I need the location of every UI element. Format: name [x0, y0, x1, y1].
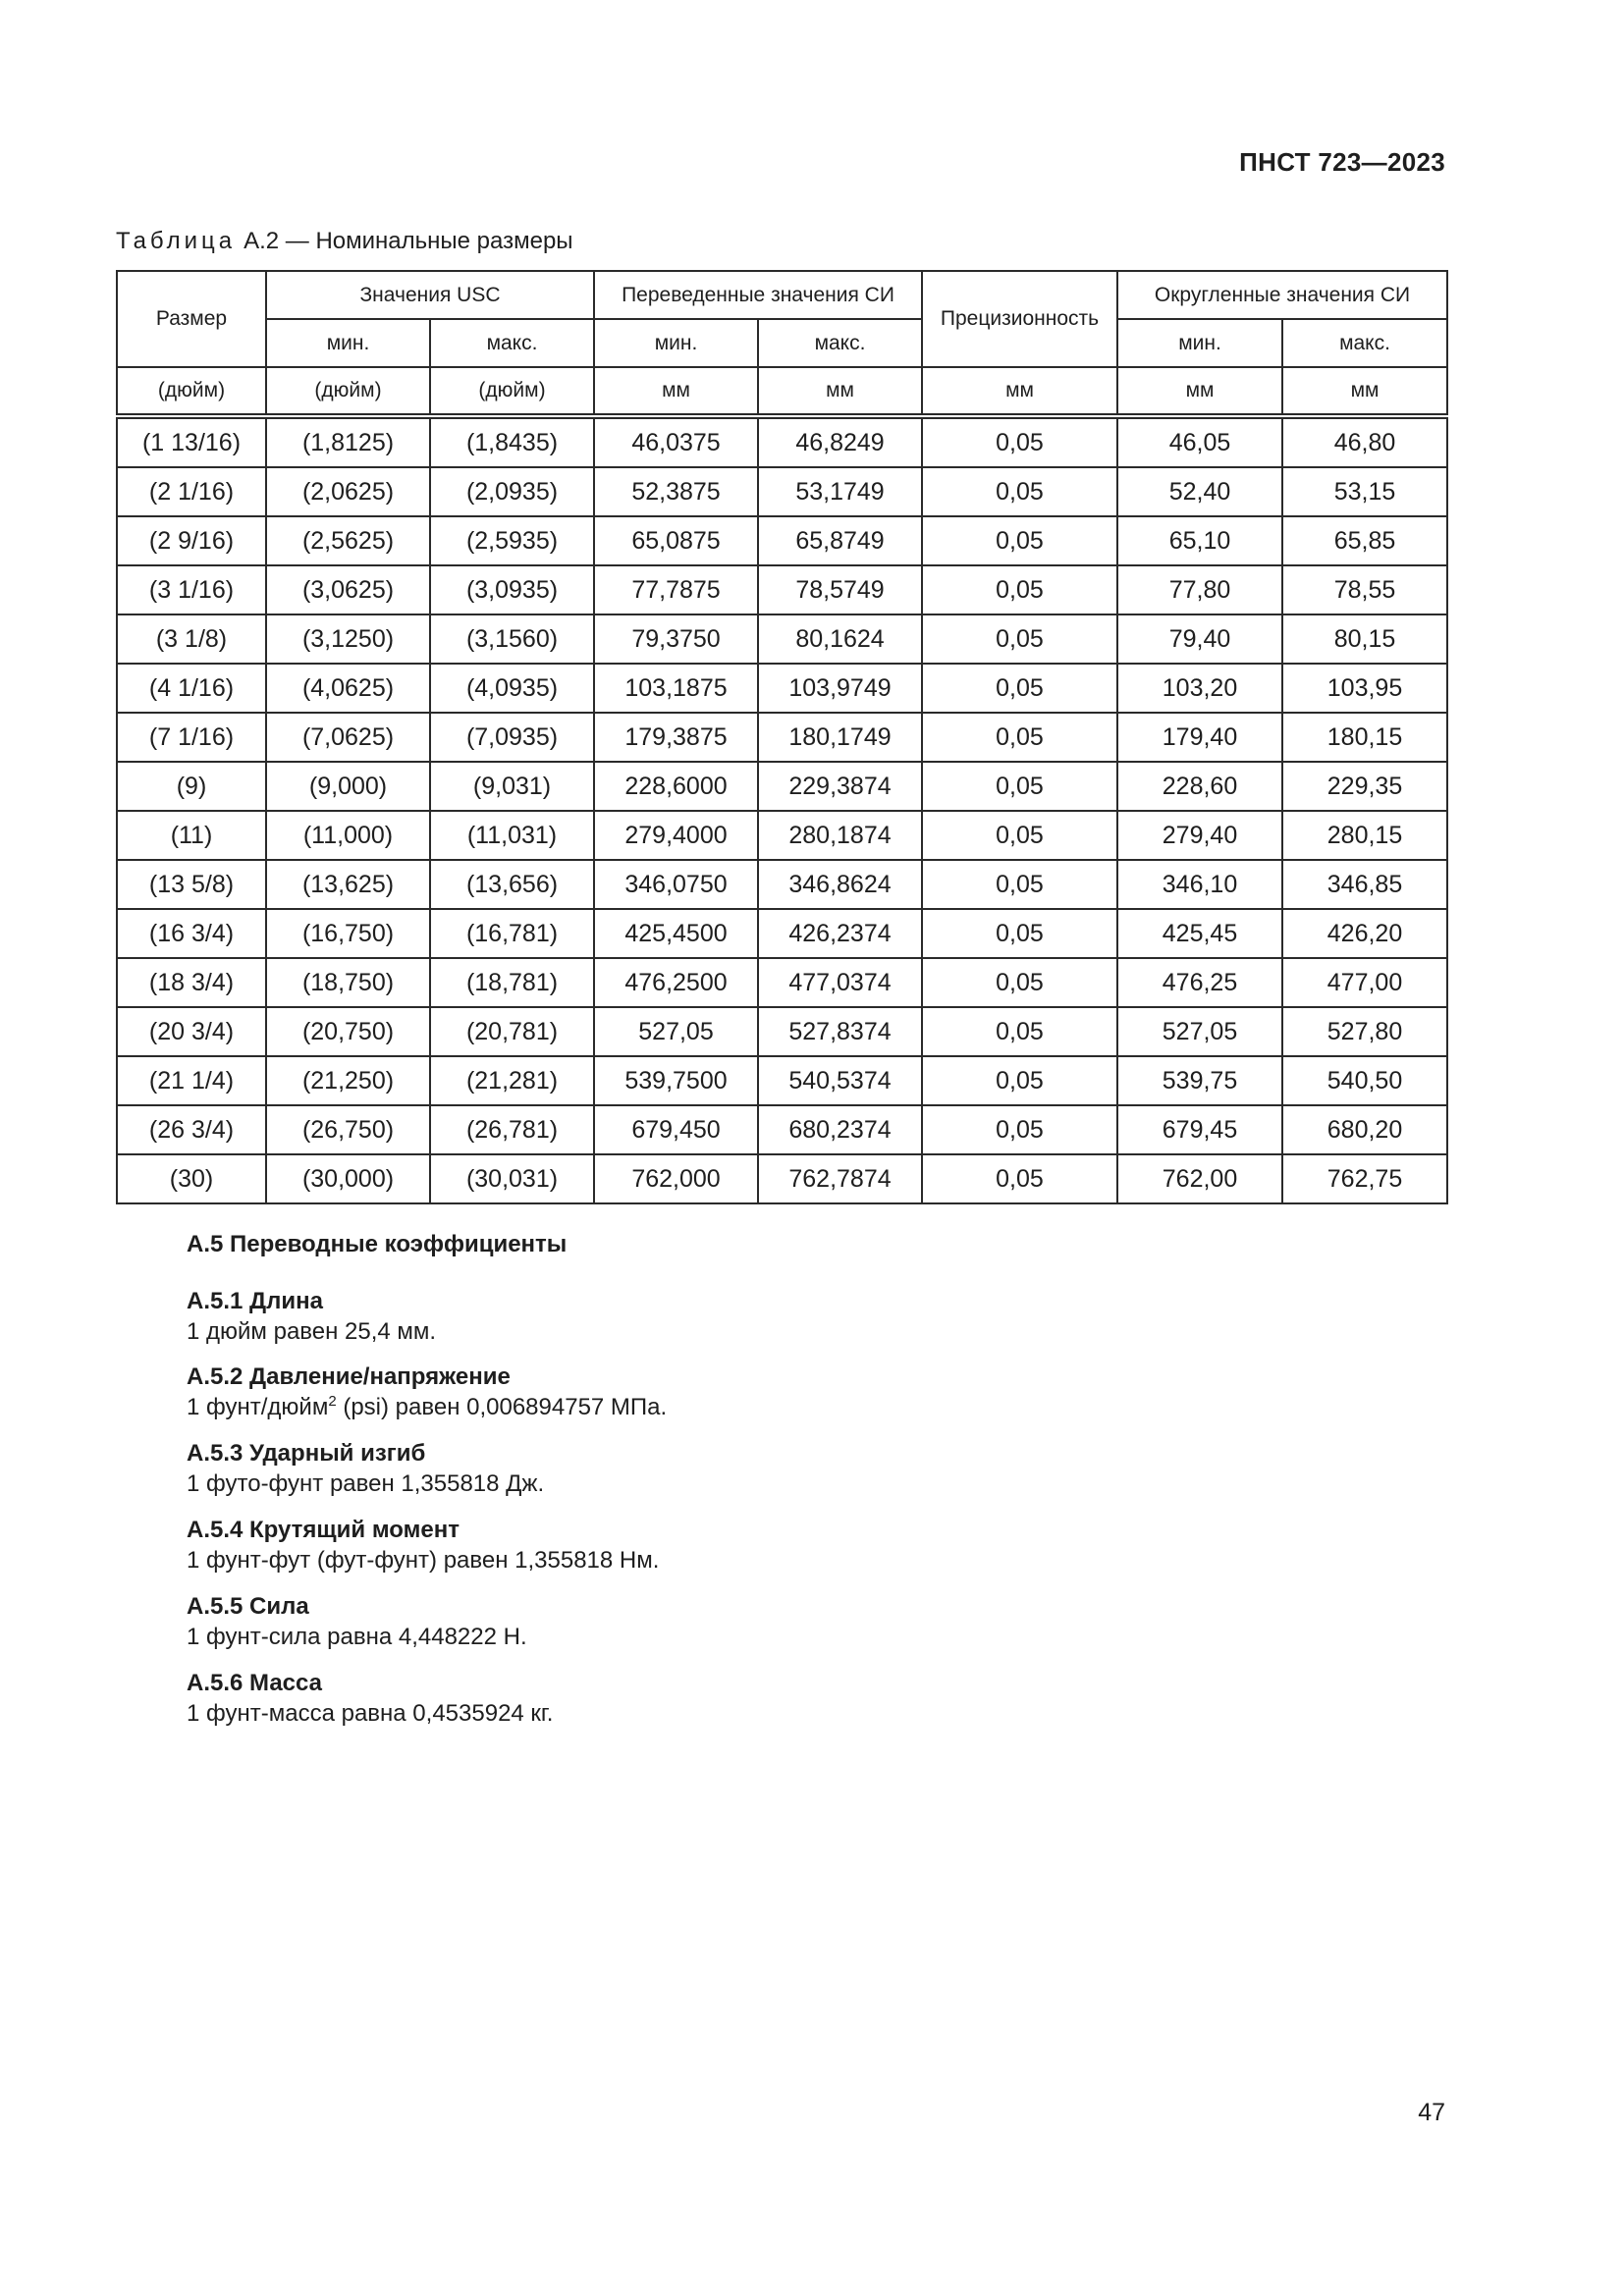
unit-cell: мм [1117, 367, 1282, 416]
table-cell: (7,0935) [430, 713, 594, 762]
table-cell: 0,05 [922, 762, 1117, 811]
units-row [117, 367, 1447, 416]
table-cell: 527,8374 [758, 1007, 922, 1056]
conversion-factors-section [187, 1229, 567, 1259]
table-cell: 46,0375 [594, 416, 758, 467]
item-heading: А.5.3 Ударный изгиб [187, 1440, 426, 1467]
table-cell: (2,5625) [266, 516, 430, 565]
table-cell: 680,2374 [758, 1105, 922, 1154]
table-cell: (4 1/16) [117, 664, 266, 713]
table-cell: 65,10 [1117, 516, 1282, 565]
table-cell: 78,5749 [758, 565, 922, 614]
table-cell: 762,75 [1282, 1154, 1447, 1203]
table-cell: (3,0935) [430, 565, 594, 614]
table-cell: (2 9/16) [117, 516, 266, 565]
table-row [117, 1154, 1447, 1203]
table-cell: 80,15 [1282, 614, 1447, 664]
table-cell: 0,05 [922, 565, 1117, 614]
item-text-after: (psi) равен 0,006894757 МПа. [336, 1394, 668, 1420]
table-cell: 229,35 [1282, 762, 1447, 811]
section-title: А.5 Переводные коэффициенты [187, 1231, 568, 1257]
table-cell: (16,750) [266, 909, 430, 958]
table-cell: (3 1/16) [117, 565, 266, 614]
item-heading: А.5.5 Сила [187, 1593, 309, 1620]
unit-cell: (дюйм) [430, 367, 594, 416]
table-cell: 280,15 [1282, 811, 1447, 860]
table-cell: 477,00 [1282, 958, 1447, 1007]
unit-cell: мм [1282, 367, 1447, 416]
table-cell: 425,45 [1117, 909, 1282, 958]
table-row [117, 614, 1447, 664]
item-text: 1 дюйм равен 25,4 мм. [187, 1318, 437, 1345]
table-cell: (16,781) [430, 909, 594, 958]
item-heading: А.5.2 Давление/напряжение [187, 1363, 511, 1390]
table-cell: 425,4500 [594, 909, 758, 958]
table-cell: 540,5374 [758, 1056, 922, 1105]
table-cell: 0,05 [922, 664, 1117, 713]
nominal-sizes-table [116, 270, 1448, 1204]
table-cell: 46,80 [1282, 416, 1447, 467]
table-cell: (13,656) [430, 860, 594, 909]
table-cell: (20,781) [430, 1007, 594, 1056]
table-cell: 79,3750 [594, 614, 758, 664]
table-row [117, 565, 1447, 614]
table-cell: 0,05 [922, 516, 1117, 565]
document-id: ПНСТ 723—2023 [1239, 147, 1445, 177]
table-cell: 52,3875 [594, 467, 758, 516]
table-cell: 65,8749 [758, 516, 922, 565]
table-cell: 228,60 [1117, 762, 1282, 811]
table-cell: (20 3/4) [117, 1007, 266, 1056]
table-cell: 180,1749 [758, 713, 922, 762]
table-cell: (21 1/4) [117, 1056, 266, 1105]
table-cell: 79,40 [1117, 614, 1282, 664]
table-cell: 53,1749 [758, 467, 922, 516]
item-text: 1 футо-фунт равен 1,355818 Дж. [187, 1470, 545, 1497]
table-cell: 179,3875 [594, 713, 758, 762]
table-row [117, 713, 1447, 762]
table-cell: 77,80 [1117, 565, 1282, 614]
table-body [117, 416, 1447, 1203]
table-caption-label: Таблица [116, 228, 237, 254]
header-usc-values: Значения USC [266, 271, 594, 319]
table-cell: 80,1624 [758, 614, 922, 664]
unit-cell: (дюйм) [117, 367, 266, 416]
item-text: 1 фунт-сила равна 4,448222 Н. [187, 1624, 527, 1650]
table-cell: 78,55 [1282, 565, 1447, 614]
table-cell: (21,250) [266, 1056, 430, 1105]
table-cell: 346,85 [1282, 860, 1447, 909]
table-cell: (2,0625) [266, 467, 430, 516]
table-cell: 0,05 [922, 416, 1117, 467]
table-row [117, 1007, 1447, 1056]
header-rounded-si: Округленные значения СИ [1117, 271, 1447, 319]
header-rounded-max: макс. [1282, 319, 1447, 367]
table-cell: 0,05 [922, 614, 1117, 664]
table-cell: 279,40 [1117, 811, 1282, 860]
table-cell: 540,50 [1282, 1056, 1447, 1105]
table-cell: 46,05 [1117, 416, 1282, 467]
table-cell: 346,0750 [594, 860, 758, 909]
table-cell: (13,625) [266, 860, 430, 909]
table-row [117, 1056, 1447, 1105]
unit-cell: мм [758, 367, 922, 416]
table-cell: 0,05 [922, 909, 1117, 958]
item-impact-bending [187, 1438, 544, 1499]
item-heading: А.5.4 Крутящий момент [187, 1517, 460, 1543]
item-heading: А.5.6 Масса [187, 1670, 322, 1696]
table-cell: 539,7500 [594, 1056, 758, 1105]
table-cell: (1,8125) [266, 416, 430, 467]
table-cell: 103,20 [1117, 664, 1282, 713]
item-torque [187, 1515, 659, 1575]
header-size: Размер [117, 271, 266, 367]
table-cell: 527,05 [1117, 1007, 1282, 1056]
table-cell: 103,1875 [594, 664, 758, 713]
table-cell: 65,0875 [594, 516, 758, 565]
table-cell: 229,3874 [758, 762, 922, 811]
table-row [117, 909, 1447, 958]
table-cell: 679,450 [594, 1105, 758, 1154]
table-cell: (18,750) [266, 958, 430, 1007]
table-cell: 762,7874 [758, 1154, 922, 1203]
table-cell: 52,40 [1117, 467, 1282, 516]
table-row [117, 762, 1447, 811]
table-cell: (26,750) [266, 1105, 430, 1154]
table-row [117, 516, 1447, 565]
table-cell: (3 1/8) [117, 614, 266, 664]
table-cell: (2 1/16) [117, 467, 266, 516]
table-cell: (3,1560) [430, 614, 594, 664]
table-cell: 103,95 [1282, 664, 1447, 713]
header-converted-si: Переведенные значения СИ [594, 271, 922, 319]
table-cell: 180,15 [1282, 713, 1447, 762]
table-cell: (4,0935) [430, 664, 594, 713]
table-cell: 527,05 [594, 1007, 758, 1056]
table-cell: (9,000) [266, 762, 430, 811]
table-cell: (13 5/8) [117, 860, 266, 909]
table-cell: 0,05 [922, 1154, 1117, 1203]
header-precision: Прецизионность [922, 271, 1117, 367]
table-cell: 179,40 [1117, 713, 1282, 762]
table-row [117, 1105, 1447, 1154]
table-cell: (7,0625) [266, 713, 430, 762]
table-cell: (3,1250) [266, 614, 430, 664]
table-cell: 228,6000 [594, 762, 758, 811]
table-cell: 0,05 [922, 860, 1117, 909]
table-row [117, 664, 1447, 713]
table-cell: 762,000 [594, 1154, 758, 1203]
table-cell: (16 3/4) [117, 909, 266, 958]
table-cell: 0,05 [922, 713, 1117, 762]
table-cell: (1,8435) [430, 416, 594, 467]
table-cell: (26,781) [430, 1105, 594, 1154]
table-cell: 0,05 [922, 1056, 1117, 1105]
table-cell: 539,75 [1117, 1056, 1282, 1105]
table-cell: 0,05 [922, 1105, 1117, 1154]
item-pressure [187, 1362, 667, 1422]
table-cell: 279,4000 [594, 811, 758, 860]
table-cell: 0,05 [922, 1007, 1117, 1056]
table-cell: 346,10 [1117, 860, 1282, 909]
table-cell: (11,000) [266, 811, 430, 860]
item-text: 1 фунт-масса равна 0,4535924 кг. [187, 1700, 554, 1727]
unit-cell: (дюйм) [266, 367, 430, 416]
table-cell: (2,5935) [430, 516, 594, 565]
table-cell: (20,750) [266, 1007, 430, 1056]
table-cell: 0,05 [922, 467, 1117, 516]
header-usc-min: мин. [266, 319, 430, 367]
table-caption-title: А.2 — Номинальные размеры [244, 228, 573, 254]
header-rounded-min: мин. [1117, 319, 1282, 367]
table-cell: 280,1874 [758, 811, 922, 860]
table-row [117, 467, 1447, 516]
table-cell: (18,781) [430, 958, 594, 1007]
item-mass [187, 1668, 553, 1729]
table-row [117, 416, 1447, 467]
table-cell: (30,031) [430, 1154, 594, 1203]
table-cell: (30) [117, 1154, 266, 1203]
table-cell: 46,8249 [758, 416, 922, 467]
table-cell: 476,2500 [594, 958, 758, 1007]
table-cell: (4,0625) [266, 664, 430, 713]
table-row [117, 860, 1447, 909]
table-cell: 53,15 [1282, 467, 1447, 516]
item-heading: А.5.1 Длина [187, 1288, 323, 1314]
table-cell: 77,7875 [594, 565, 758, 614]
table-cell: 476,25 [1117, 958, 1282, 1007]
table-cell: 426,2374 [758, 909, 922, 958]
table-cell: 680,20 [1282, 1105, 1447, 1154]
page-number: 47 [1418, 2099, 1445, 2126]
item-text-superscript: 2 [328, 1393, 337, 1410]
item-text-before: 1 фунт/дюйм [187, 1394, 329, 1420]
table-cell: (3,0625) [266, 565, 430, 614]
item-text [187, 1392, 667, 1422]
table-cell: (7 1/16) [117, 713, 266, 762]
table-cell: 527,80 [1282, 1007, 1447, 1056]
table-cell: (21,281) [430, 1056, 594, 1105]
table-row [117, 811, 1447, 860]
table-cell: 477,0374 [758, 958, 922, 1007]
unit-cell: мм [594, 367, 758, 416]
table-cell: (11) [117, 811, 266, 860]
table-cell: 679,45 [1117, 1105, 1282, 1154]
table-cell: (1 13/16) [117, 416, 266, 467]
table-cell: (26 3/4) [117, 1105, 266, 1154]
unit-cell: мм [922, 367, 1117, 416]
table-cell: (2,0935) [430, 467, 594, 516]
item-force [187, 1591, 527, 1652]
table-cell: 762,00 [1117, 1154, 1282, 1203]
table-cell: 0,05 [922, 958, 1117, 1007]
table-cell: 65,85 [1282, 516, 1447, 565]
table-cell: 103,9749 [758, 664, 922, 713]
table-cell: 426,20 [1282, 909, 1447, 958]
header-usc-max: макс. [430, 319, 594, 367]
table-cell: (9) [117, 762, 266, 811]
header-converted-max: макс. [758, 319, 922, 367]
table-cell: 346,8624 [758, 860, 922, 909]
item-text: 1 фунт-фут (фут-фунт) равен 1,355818 Нм. [187, 1547, 660, 1574]
header-converted-min: мин. [594, 319, 758, 367]
table-row [117, 958, 1447, 1007]
table-cell: (11,031) [430, 811, 594, 860]
table-cell: (30,000) [266, 1154, 430, 1203]
table-cell: 0,05 [922, 811, 1117, 860]
item-length [187, 1286, 436, 1347]
table-cell: (9,031) [430, 762, 594, 811]
table-cell: (18 3/4) [117, 958, 266, 1007]
table-caption [116, 228, 573, 255]
